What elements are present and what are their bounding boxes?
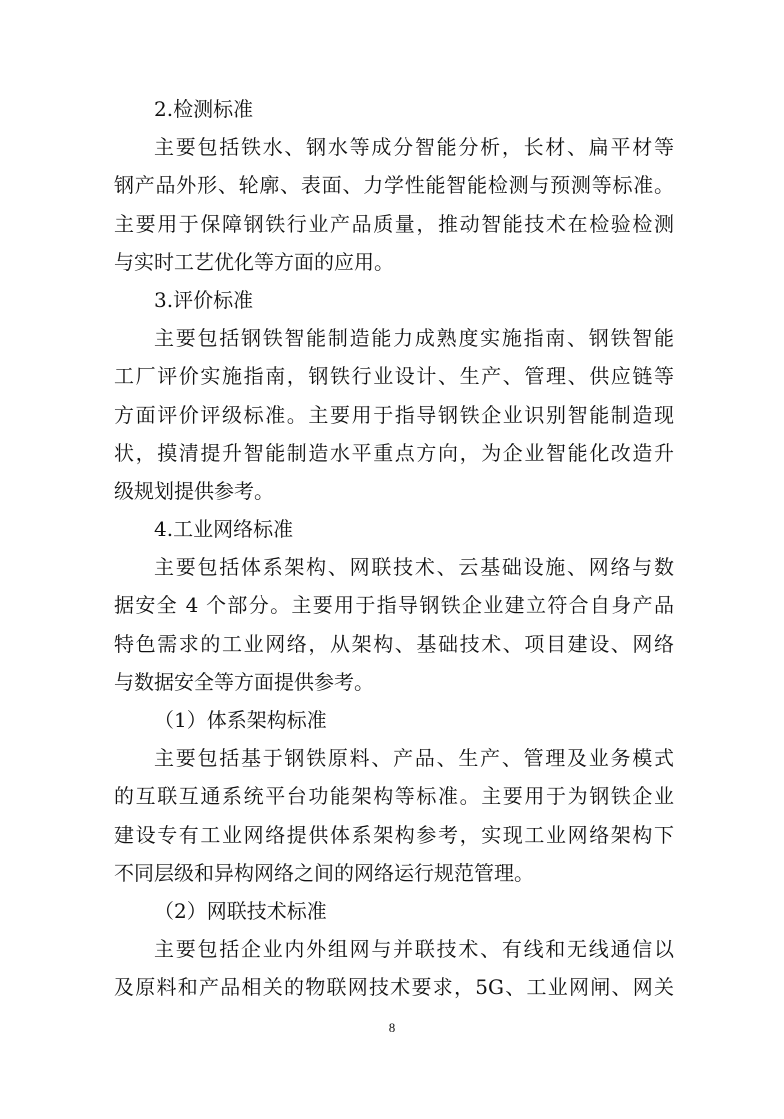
paragraph-line: 状，摸清提升智能制造水平重点方向，为企业智能化改造升 (114, 440, 674, 465)
subsection-heading-networking: （2）网联技术标准 (154, 898, 327, 923)
section-heading-industrial-network: 4.工业网络标准 (154, 517, 294, 542)
section-heading-evaluation: 3.评价标准 (154, 287, 254, 312)
page-number: 8 (388, 1020, 396, 1035)
paragraph-line: 与数据安全等方面提供参考。 (114, 669, 374, 694)
paragraph-line: 不同层级和异构网络之间的网络运行规范管理。 (114, 860, 534, 885)
subsection-heading-architecture: （1）体系架构标准 (154, 708, 327, 732)
section-heading-inspection: 2.检测标准 (154, 97, 254, 121)
paragraph-line: 与实时工艺优化等方面的应用。 (114, 249, 394, 274)
paragraph-line: 据安全 4 个部分。主要用于指导钢铁企业建立符合自身产品 (114, 593, 674, 618)
document-body (114, 90, 674, 1007)
paragraph-line: 特色需求的工业网络，从架构、基础技术、项目建设、网络 (114, 631, 674, 656)
paragraph-line: 级规划提供参考。 (114, 478, 274, 503)
paragraph-line: 主要包括钢铁智能制造能力成熟度实施指南、钢铁智能 (154, 326, 674, 351)
paragraph-line: 方面评价评级标准。主要用于指导钢铁企业识别智能制造现 (114, 402, 674, 427)
paragraph-line: 工厂评价实施指南，钢铁行业设计、生产、管理、供应链等 (114, 364, 674, 389)
paragraph-line: 主要包括体系架构、网联技术、云基础设施、网络与数 (154, 555, 674, 580)
paragraph-line: 主要包括基于钢铁原料、产品、生产、管理及业务模式 (154, 746, 674, 771)
paragraph-line: 的互联互通系统平台功能架构等标准。主要用于为钢铁企业 (114, 784, 674, 809)
paragraph-line: 及原料和产品相关的物联网技术要求，5G、工业网闸、网关 (114, 975, 674, 1000)
paragraph-line: 建设专有工业网络提供体系架构参考，实现工业网络架构下 (114, 822, 674, 847)
paragraph-line: 主要用于保障钢铁行业产品质量，推动智能技术在检验检测 (114, 211, 674, 236)
paragraph-line: 主要包括铁水、钢水等成分智能分析，长材、扁平材等 (154, 135, 674, 160)
paragraph-line: 主要包括企业内外组网与并联技术、有线和无线通信以 (154, 937, 674, 962)
paragraph-line: 钢产品外形、轮廓、表面、力学性能智能检测与预测等标准。 (114, 173, 674, 198)
